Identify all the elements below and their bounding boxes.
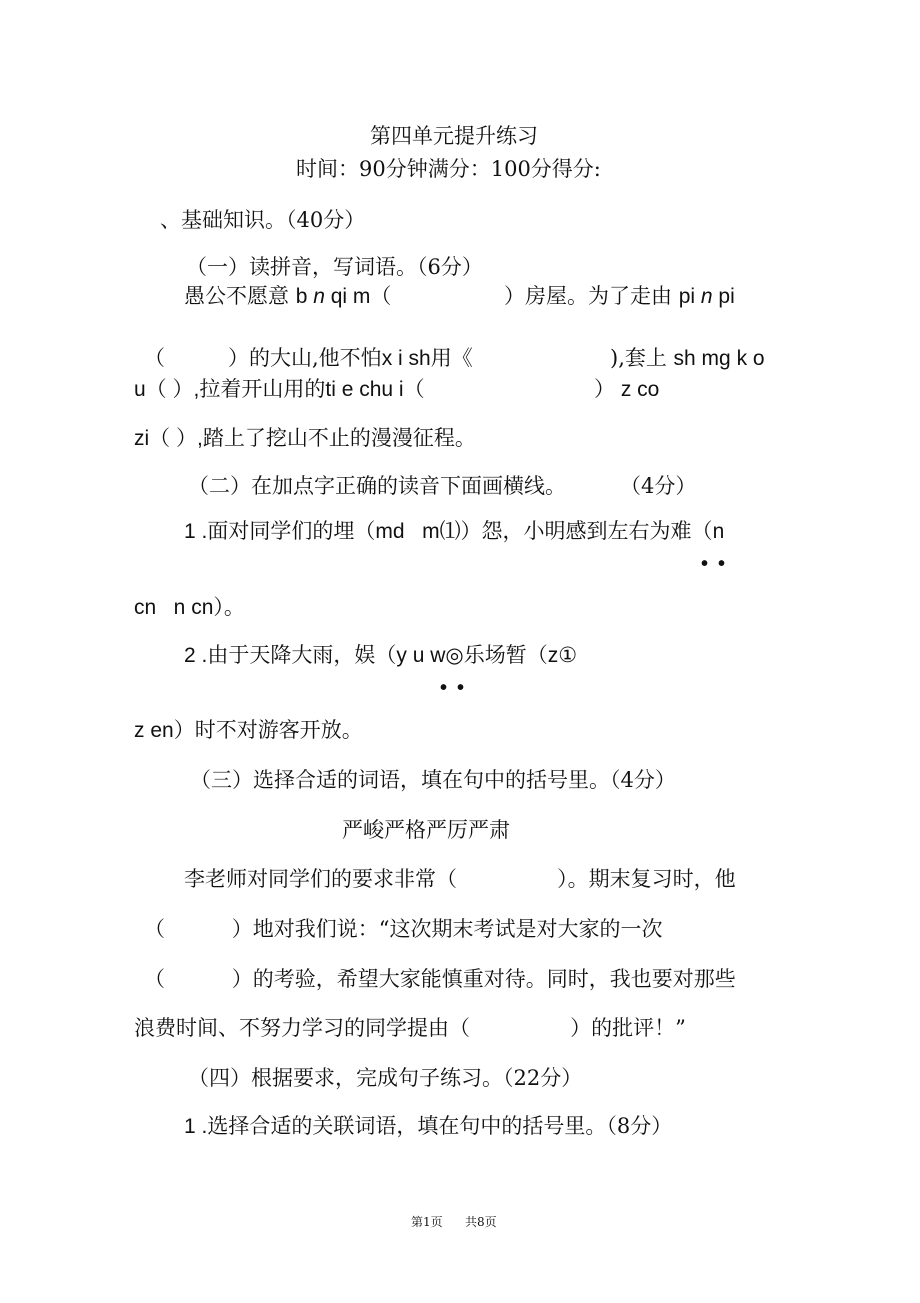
emphasis-dots: •• bbox=[701, 553, 736, 575]
section-1-line-2: （ bbox=[144, 346, 165, 370]
section-1-line-1-tail: ）房屋。为了走由 pi n pi bbox=[504, 284, 735, 308]
page-total: 共8页 bbox=[465, 1215, 497, 1229]
section-3-paragraph-line-4: 浪费时间、不努力学习的同学提由（ ）的批评！” bbox=[134, 1016, 686, 1040]
section-3-paragraph-line-2: （ ）地对我们说：“这次期末考试是对大家的一次 bbox=[144, 917, 663, 941]
exam-info: 时间：90分钟满分：100分得分: bbox=[296, 157, 601, 181]
section-3-heading: （三）选择合适的词语，填在句中的括号里。（4分） bbox=[190, 768, 676, 792]
page-title: 第四单元提升练习 bbox=[370, 124, 538, 148]
section-2-question-1-cont: cn n cn）。 bbox=[134, 595, 245, 619]
section-1-line-2-tail: ),套上 sh mg k o bbox=[610, 346, 765, 370]
section-1-line-2-mid: ）的大山,他不怕x i sh用《 bbox=[228, 346, 473, 370]
section-2-score: （4分） bbox=[620, 474, 697, 498]
section-4-heading: （四）根据要求，完成句子练习。（22分） bbox=[188, 1066, 583, 1090]
emphasis-dots: •• bbox=[440, 677, 475, 699]
section-3-paragraph-line-1: 李老师对同学们的要求非常（ ）。期末复习时，他 bbox=[184, 867, 736, 891]
section-2-question-2: 2 .由于天降大雨，娱（y u w◎乐场暂（z① bbox=[184, 643, 578, 667]
section-1-line-4: zi（ ）,踏上了挖山不止的漫漫征程。 bbox=[134, 426, 476, 450]
section-1-line-1: 愚公不愿意 b n qi m（ bbox=[184, 284, 392, 308]
section-2-heading: （二）在加点字正确的读音下面画横线。 bbox=[188, 474, 566, 498]
section-3-paragraph-line-3: （ ）的考验，希望大家能慎重对待。同时，我也要对那些 bbox=[144, 967, 736, 991]
section-1-line-3-tail: ） z co bbox=[594, 378, 660, 401]
part-heading: 、基础知识。（40分） bbox=[160, 208, 366, 232]
section-1-line-3: u（ ）,拉着开山用的ti e chu i（ bbox=[134, 377, 425, 401]
section-2-question-2-cont: z en）时不对游客开放。 bbox=[134, 718, 363, 742]
page-number: 第1页 bbox=[411, 1215, 443, 1229]
word-bank: 严峻严格严厉严肃 bbox=[342, 818, 510, 842]
section-1-heading: （一）读拼音，写词语。（6分） bbox=[186, 255, 483, 279]
section-2-question-1: 1 .面对同学们的埋（md m⑴）怨，小明感到左右为难（n bbox=[184, 519, 725, 543]
section-4-question-1: 1 .选择合适的关联词语，填在句中的括号里。（8分） bbox=[184, 1114, 673, 1138]
